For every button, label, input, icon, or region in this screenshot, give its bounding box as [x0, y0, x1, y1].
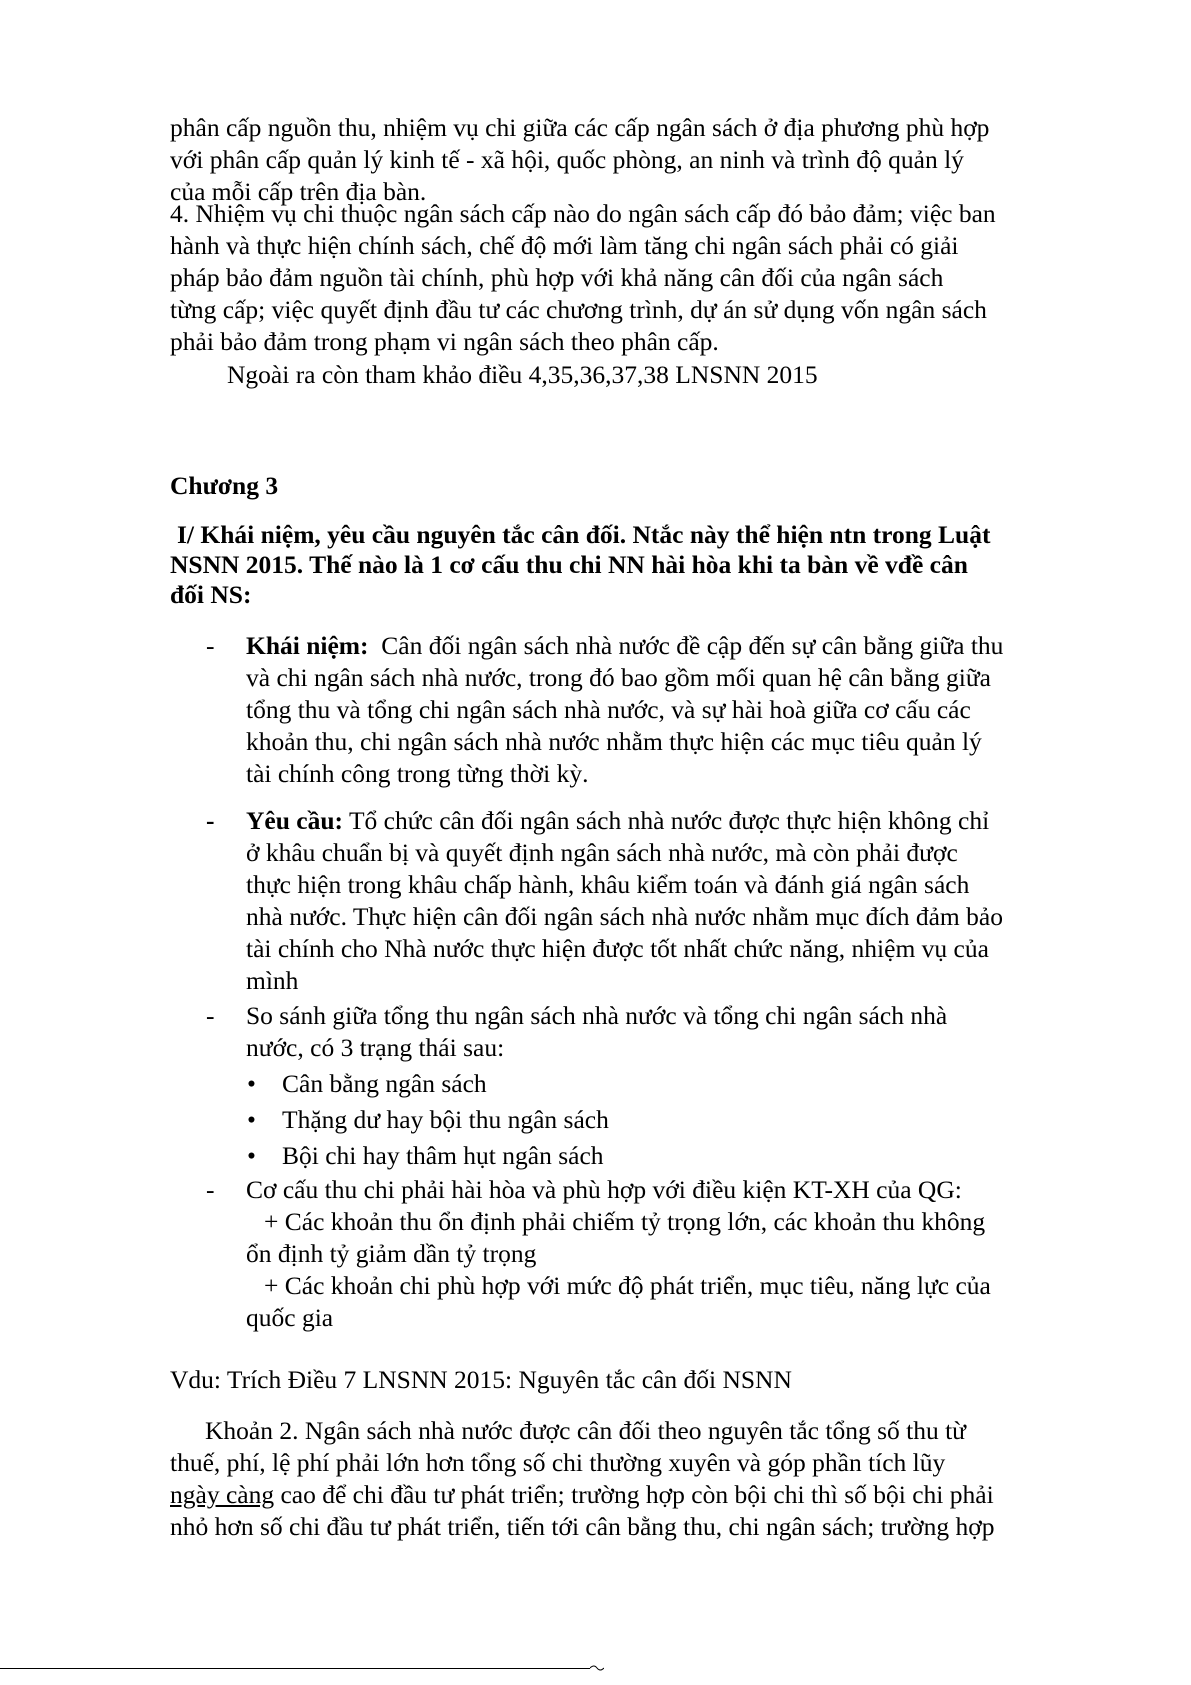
text-line: phân cấp nguồn thu, nhiệm vụ chi giữa các cấp ngân sách ở địa phương phù hợp: [170, 113, 990, 142]
text-line: nhỏ hơn số chi đầu tư phát triển, tiến tới cân bằng thu, chi ngân sách; trường hợp: [170, 1512, 995, 1541]
bullet-marker: •: [247, 1105, 256, 1134]
text-line: pháp bảo đảm nguồn tài chính, phù hợp với khả năng cân đối của ngân sách: [170, 263, 944, 292]
underlined-text: ngày càng: [170, 1480, 275, 1509]
clause-2-paragraph: [170, 1415, 1090, 1543]
text-line: So sánh giữa tổng thu ngân sách nhà nước và tổng chi ngân sách nhà: [246, 1001, 948, 1030]
text-line: tài chính công trong từng thời kỳ.: [246, 759, 589, 788]
text-line: khoản thu, chi ngân sách nhà nước nhằm thực hiện các mục tiêu quản lý: [246, 727, 982, 756]
section-heading: [170, 520, 1090, 610]
text-line: + Các khoản thu ổn định phải chiếm tỷ trọng lớn, các khoản thu không: [264, 1207, 986, 1236]
text-line: Tổ chức cân đối ngân sách nhà nước được thực hiện không chỉ: [348, 806, 990, 835]
state-list-item: [170, 1140, 1090, 1172]
concept-label: Khái niệm:: [246, 631, 369, 660]
state-text: Thặng dư hay bội thu ngân sách: [282, 1105, 609, 1134]
text-line: cao để chi đầu tư phát triển; trường hợp còn bội chi thì số bội chi phải: [274, 1480, 994, 1509]
structure-item: [170, 1174, 1090, 1334]
text-line: nước, có 3 trạng thái sau:: [246, 1033, 505, 1062]
example-line: [170, 1364, 1090, 1396]
text-line: của mỗi cấp trên địa bàn.: [170, 177, 427, 206]
requirement-label: Yêu cầu:: [246, 806, 344, 835]
divider-tick-icon: [590, 1664, 604, 1672]
bullet-marker: •: [247, 1069, 256, 1098]
state-list-item: [170, 1104, 1090, 1136]
text-line: với phân cấp quản lý kinh tế - xã hội, quốc phòng, an ninh và trình độ quản lý: [170, 145, 964, 174]
text-line: từng cấp; việc quyết định đầu tư các chương trình, dự án sử dụng vốn ngân sách: [170, 295, 987, 324]
text-line: thực hiện trong khâu chấp hành, khâu kiểm toán và đánh giá ngân sách: [246, 870, 970, 899]
requirement-item: [170, 805, 1090, 997]
comparison-item: [170, 1000, 1090, 1172]
text-line: ổn định tỷ giảm dần tỷ trọng: [246, 1239, 537, 1268]
bottom-divider: [0, 1668, 590, 1669]
text-line: Cơ cấu thu chi phải hài hòa và phù hợp với điều kiện KT-XH của QG:: [246, 1175, 962, 1204]
dash-marker: -: [206, 1001, 215, 1030]
text-line: tài chính cho Nhà nước thực hiện được tốt nhất chức năng, nhiệm vụ của: [246, 934, 989, 963]
state-text: Cân bằng ngân sách: [282, 1069, 487, 1098]
dash-marker: -: [206, 631, 215, 660]
text-line: mình: [246, 966, 299, 995]
text-line: hành và thực hiện chính sách, chế độ mới làm tăng chi ngân sách phải có giải: [170, 231, 959, 260]
heading-line: NSNN 2015. Thế nào là 1 cơ cấu thu chi NN hài hòa khi ta bàn về vđề cân: [170, 550, 968, 579]
reference-note: [170, 359, 1090, 391]
text-line: thuế, phí, lệ phí phải lớn hơn tổng số chi thường xuyên và góp phần tích lũy: [170, 1448, 946, 1477]
text-line: Khoản 2. Ngân sách nhà nước được cân đối theo nguyên tắc tổng số thu từ: [205, 1416, 967, 1445]
text-line: + Các khoản chi phù hợp với mức độ phát triển, mục tiêu, năng lực của: [264, 1271, 991, 1300]
item-4-paragraph: [170, 198, 1090, 358]
chapter-title-text: Chương 3: [170, 471, 279, 500]
state-text: Bội chi hay thâm hụt ngân sách: [282, 1141, 604, 1170]
text-line: quốc gia: [246, 1303, 334, 1332]
text-line: và chi ngân sách nhà nước, trong đó bao gồm mối quan hệ cân bằng giữa: [246, 663, 992, 692]
top-paragraph: [170, 112, 1090, 208]
text-line: 4. Nhiệm vụ chi thuộc ngân sách cấp nào do ngân sách cấp đó bảo đảm; việc ban: [170, 199, 996, 228]
concept-item: [170, 630, 1090, 790]
chapter-title: [170, 470, 1090, 502]
dash-marker: -: [206, 806, 215, 835]
state-list-item: [170, 1068, 1090, 1100]
reference-text: Ngoài ra còn tham khảo điều 4,35,36,37,38 LNSNN 2015: [227, 360, 818, 389]
text-line: ở khâu chuẩn bị và quyết định ngân sách nhà nước, mà còn phải được: [246, 838, 958, 867]
text-line: nhà nước. Thực hiện cân đối ngân sách nhà nước nhằm mục đích đảm bảo: [246, 902, 1003, 931]
text-line: Cân đối ngân sách nhà nước đề cập đến sự cân bằng giữa thu: [381, 631, 1004, 660]
example-text: Vdu: Trích Điều 7 LNSNN 2015: Nguyên tắc cân đối NSNN: [170, 1365, 792, 1394]
heading-line: I/ Khái niệm, yêu cầu nguyên tắc cân đối. Ntắc này thể hiện ntn trong Luật: [177, 520, 991, 549]
text-line: tổng thu và tổng chi ngân sách nhà nước, và sự hài hoà giữa cơ cấu các: [246, 695, 971, 724]
heading-line: đối NS:: [170, 580, 252, 609]
bullet-marker: •: [247, 1141, 256, 1170]
dash-marker: -: [206, 1175, 215, 1204]
text-line: phải bảo đảm trong phạm vi ngân sách theo phân cấp.: [170, 327, 719, 356]
